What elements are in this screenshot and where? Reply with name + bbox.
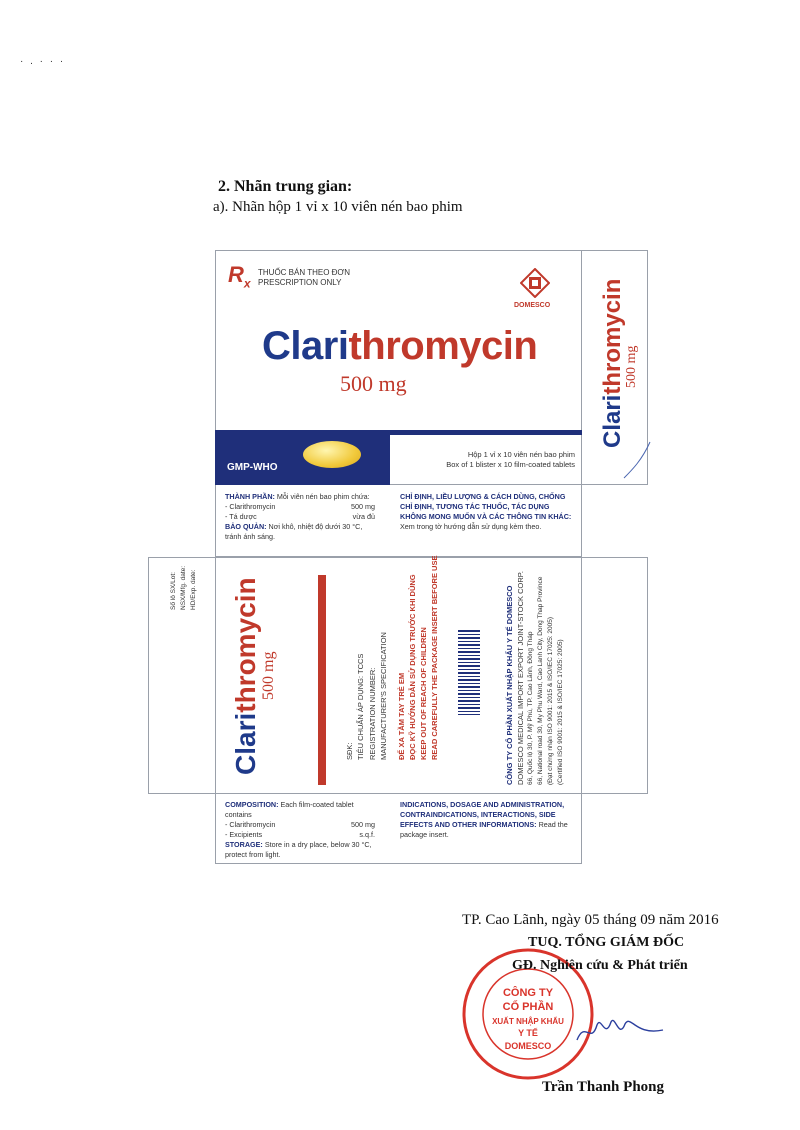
flap-right (582, 557, 648, 794)
address-en: 66, National road 30, My Phu Ward, Cao Lanh City, Dong Thap Province (537, 576, 544, 785)
back-dose-label: 500 mg (260, 651, 277, 700)
indication-en (400, 800, 575, 840)
cert-en: (Certified ISO 9001: 2015 & ISO/IEC 17025: 2005) (557, 639, 564, 785)
storage-vi-text: Nơi khô, nhiệt độ dưới 30 °C, tránh ánh sáng. (225, 522, 363, 541)
svg-text:XUẤT NHẬP KHẨU: XUẤT NHẬP KHẨU (492, 1017, 564, 1026)
indication-vi-title: CHỈ ĐỊNH, LIỀU LƯỢNG & CÁCH DÙNG, CHỐNG CHỈ ĐỊNH, TƯƠNG TÁC THUỐC, TÁC DỤNG KHÔNG MONG MUỐN VÀ CÁC THÔNG TIN KHÁC: (400, 492, 572, 521)
barcode (458, 630, 480, 715)
sdk-label: SĐK: (345, 742, 354, 760)
storage-vi-title: BẢO QUẢN: (225, 522, 267, 531)
composition-en-title: COMPOSITION: (225, 800, 279, 809)
address-vi: 66, Quốc lộ 30, P. Mỹ Phú, TP. Cao Lãnh, Đồng Tháp (527, 631, 534, 785)
rx-text-en: PRESCRIPTION ONLY (258, 278, 342, 287)
flap-lot: Số lô SX/Lot: (170, 572, 177, 610)
indication-vi-text: Xem trong tờ hướng dẫn sử dụng kèm theo. (400, 522, 542, 531)
warning-1: ĐỂ XA TẦM TAY TRẺ EM (397, 672, 406, 760)
back-brand-name (230, 577, 262, 775)
composition-en-intro: Each film-coated tablet contains (225, 800, 354, 819)
handwritten-signature (575, 1010, 665, 1050)
box-content-en: Box of 1 blister x 10 film-coated tablets (446, 460, 575, 469)
tuq-title: TUQ. TỔNG GIÁM ĐỐC (528, 935, 685, 950)
side-dose-label: 500 mg (624, 345, 639, 388)
back-brand-part2: thromycin (230, 577, 261, 713)
storage-en-text: Store in a dry place, below 30 °C, protect from light. (225, 840, 372, 859)
ingredient-en-1-value: 500 mg (351, 820, 375, 829)
manufacturer-spec-label: MANUFACTURER'S SPECIFICATION (379, 632, 388, 760)
ingredient-en-1: - Clarithromycin (225, 820, 276, 829)
storage-en-title: STORAGE: (225, 840, 263, 849)
company-en: DOMESCO MEDICAL IMPORT EXPORT JOINT-STOCK CORP. (516, 571, 525, 785)
ingredient-en-2-value: s.q.f. (359, 830, 375, 839)
ingredient-vi-1-value: 500 mg (351, 502, 375, 511)
side-brand-part1: Clari (599, 394, 626, 448)
ingredient-vi-2: - Tá dược (225, 512, 257, 521)
svg-text:DOMESCO: DOMESCO (504, 1041, 552, 1051)
section-heading: 2. Nhãn trung gian: (218, 178, 353, 195)
composition-en (225, 800, 375, 860)
warning-4: READ CAREFULLY THE PACKAGE INSERT BEFORE USE (430, 555, 439, 760)
rx-icon: $R_x$ (228, 262, 251, 291)
band-line (390, 430, 582, 435)
flap-mfg: NSX/Mfg. date: (180, 565, 187, 610)
rx-text (258, 268, 350, 288)
composition-vi-title: THÀNH PHẦN: (225, 492, 275, 501)
flap-exp: HD/Exp. date: (190, 569, 197, 610)
box-content-vi: Hộp 1 vỉ x 10 viên nén bao phim (467, 450, 575, 459)
side-brand-name (599, 279, 627, 448)
ingredient-vi-2-value: vừa đủ (352, 512, 375, 521)
svg-text:Y TẾ: Y TẾ (518, 1028, 538, 1038)
brand-name-part1: Clari (262, 324, 349, 368)
indication-en-text: Read the package insert. (400, 820, 568, 839)
ingredient-en-2: - Excipients (225, 830, 263, 839)
scan-dots: · . · · · (20, 56, 66, 67)
cert-vi: (Đạt chứng nhận ISO 9001: 2015 & ISO/IEC 17025: 2005) (547, 616, 554, 785)
tablet-image (303, 441, 361, 468)
indication-en-title: INDICATIONS, DOSAGE AND ADMINISTRATION, CONTRAINDICATIONS, INTERACTIONS, SIDE EFFECTS AND OTHER INFORMATIONS: (400, 800, 565, 829)
company-vi: CÔNG TY CỔ PHẦN XUẤT NHẬP KHẨU Y TẾ DOMESCO (505, 585, 514, 785)
section-subheading: a). Nhãn hộp 1 vỉ x 10 viên nén bao phim (213, 199, 463, 215)
place-date: TP. Cao Lãnh, ngày 05 tháng 09 năm 2016 (462, 912, 719, 928)
indication-vi (400, 492, 575, 532)
warning-3: KEEP OUT OF REACH OF CHILDREN (419, 627, 428, 760)
logo-label: DOMESCO (514, 302, 551, 309)
brand-name (262, 324, 537, 369)
svg-text:CỔ PHẦN: CỔ PHẦN (502, 1001, 554, 1013)
dose-label: 500 mg (340, 371, 407, 396)
gmp-band (215, 430, 390, 485)
back-brand-part1: Clari (230, 712, 261, 775)
composition-vi-intro: Mỗi viên nén bao phim chứa: (276, 492, 370, 501)
gd-title: GĐ. Nghiên cứu & Phát triển (512, 958, 688, 973)
rx-text-vi: THUỐC BÁN THEO ĐƠN (258, 268, 351, 277)
side-flourish-icon (622, 440, 652, 480)
red-bar (318, 575, 326, 785)
gmp-label: GMP-WHO (227, 462, 278, 473)
standard-label: TIÊU CHUẨN ÁP DỤNG: TCCS (356, 653, 365, 760)
ingredient-vi-1: - Clarithromycin (225, 502, 276, 511)
brand-name-part2: thromycin (348, 324, 538, 368)
reg-number-label: REGISTRATION NUMBER: (368, 667, 377, 760)
side-brand-part2: thromycin (599, 278, 626, 395)
composition-vi (225, 492, 375, 542)
domesco-logo-icon (520, 268, 550, 298)
warning-2: ĐỌC KỸ HƯỚNG DẪN SỬ DỤNG TRƯỚC KHI DÙNG (408, 574, 417, 760)
box-content-text (430, 450, 575, 470)
signer-name: Trần Thanh Phong (542, 1079, 664, 1095)
svg-text:CÔNG TY: CÔNG TY (502, 987, 554, 999)
